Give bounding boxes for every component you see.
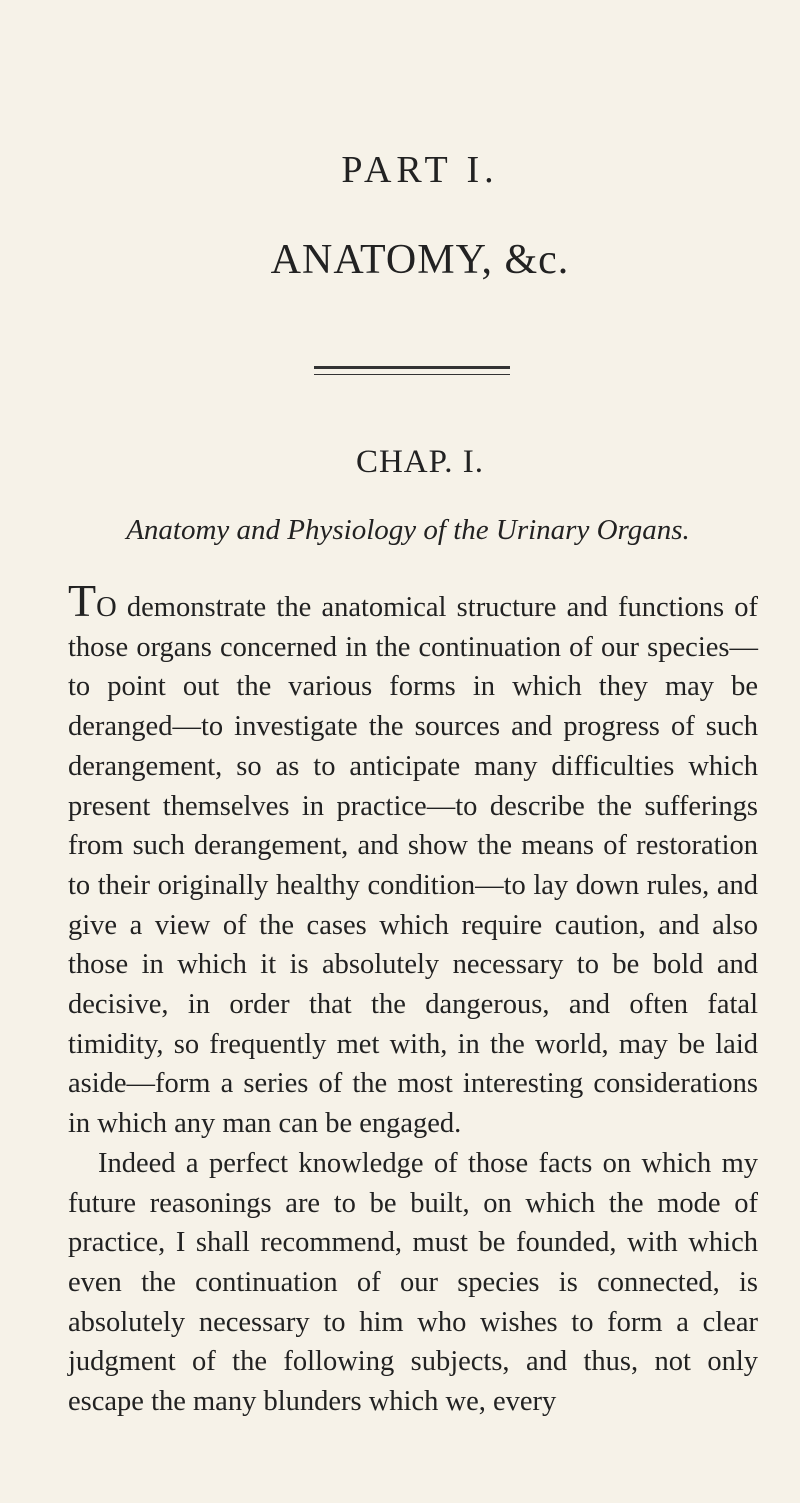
paragraph-2: Indeed a perfect knowledge of those facts on which my future reasonings are to be built, on which the mode of practice, I shall recommend, must be founded, with which even the continuation of our species is connected, is absolutely necessary to him who wishes to form a clear judgment of the following subjects, and thus, not only escape the many blunders which we, every [68,1147,758,1418]
section-heading: ANATOMY, &c. [270,237,570,283]
paragraph-1 [68,575,758,1144]
paragraph-1-text: O demonstrate the anatomical structure and functions of those organs concerned in the continuation of our species—to point out the various forms in which they may be deranged—to investigate the sources and progress of such derangement, so as to anticipate many difficulties which present themselves in practice—to describe the sufferings from such derangement, and show the means of restoration to their originally healthy condition—to lay down rules, and give a view of the cases which require caution, and also those in which it is absolutely necessary to be bold and decisive, in order that the dangerous, and often fatal timidity, so frequently met with, in the world, may be laid aside—form a series of the most interesting considerations in which any man can be engaged. [68,592,758,1140]
part-heading: PART I. [341,149,499,191]
chapter-subtitle: Anatomy and Physiology of the Urinary Organs. [126,514,690,546]
body-text [68,575,758,1422]
double-rule-divider [314,366,510,375]
drop-cap: T [68,575,97,626]
chapter-heading: CHAP. I. [355,444,485,480]
